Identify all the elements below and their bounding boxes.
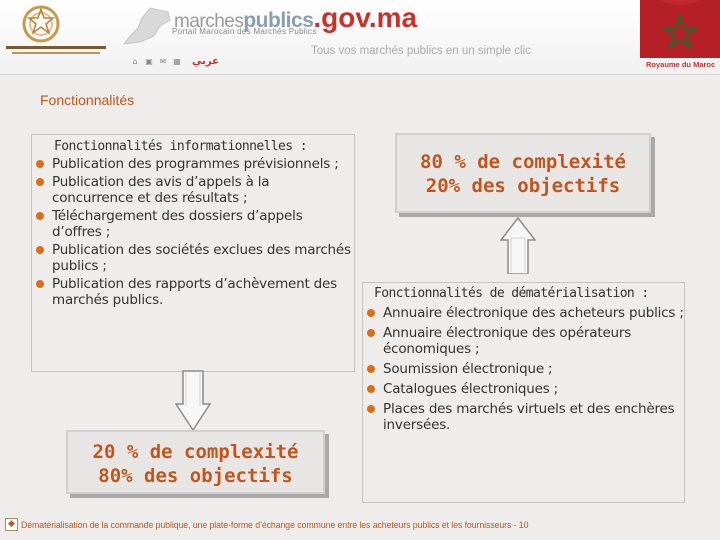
footer-logo-icon: ◆ [5,518,18,531]
bullet-icon [367,329,375,337]
morocco-map-icon [110,6,174,46]
kingdom-label: Royaume du Maroc [646,60,716,69]
bullet-icon [36,178,44,186]
list-item [363,325,684,357]
list-item [32,174,354,206]
list-item-text: Téléchargement des dossiers d’appels d’offres ; [52,208,303,240]
bullet-icon [36,160,44,168]
callout-line: 20 % de complexité [92,441,299,463]
bullet-icon [36,246,44,254]
panel-title: Fonctionnalités informationnelles : [54,139,307,154]
list-item-text: Publication des programmes prévisionnels ; [52,156,339,172]
bullet-icon [36,280,44,288]
print-icon[interactable]: ▣ [145,57,153,66]
site-tagline: Tous vos marchés publics en un simple clic [311,45,531,57]
dematerialisation-features-panel [362,282,685,503]
header-toolbar [130,56,219,67]
list-item-text: Catalogues électroniques ; [383,381,559,397]
header [0,0,720,75]
list-item [363,361,684,377]
list-item-text: Publication des sociétés exclues des marchés publics ; [52,242,351,274]
emblem-logo[interactable] [18,4,64,46]
emblem-caption [6,46,106,57]
arrow-up-icon [500,216,536,274]
list-item-text: Places des marchés virtuels et des enchères inversées. [383,401,675,433]
list-item-text: Annuaire électronique des acheteurs publics ; [383,305,684,321]
list-item [32,276,354,308]
home-icon[interactable]: ⌂ [132,57,138,66]
complexity-callout-bottom [66,430,325,494]
bullet-icon [36,212,44,220]
list-item-text: Publication des avis d’appels à la concurrence et des résultats ; [52,174,270,206]
feature-list [363,305,684,433]
list-item-text: Publication des rapports d’achèvement des marchés publics. [52,276,337,308]
arrow-down-icon [175,370,211,432]
list-item [32,208,354,240]
bullet-icon [367,309,375,317]
brand-part-publics: publics [243,9,314,32]
list-item [363,401,684,433]
callout-line: 20% des objectifs [425,175,621,197]
informational-features-panel [31,134,355,372]
footer [0,513,720,540]
list-item-text: Annuaire électronique des opérateurs économiques ; [383,325,632,357]
list-item [363,305,684,321]
list-item-text: Soumission électronique ; [383,361,553,377]
bullet-icon [367,405,375,413]
bullet-icon [367,365,375,373]
sitemap-icon[interactable]: ▦ [173,57,181,66]
portal-subtitle: Portail Marocain des Marchés Publics [172,27,317,36]
bullet-icon [367,385,375,393]
brand-part-marches: marches [174,11,244,32]
list-item [32,156,354,172]
brand-part-domain: .gov.ma [313,2,418,33]
list-item [363,381,684,397]
mail-icon[interactable]: ✉ [159,57,167,66]
callout-line: 80 % de complexité [420,151,626,173]
section-title: Fonctionnalités [40,92,135,108]
list-item [32,242,354,274]
feature-list [32,156,354,308]
callout-line: 80% des objectifs [98,465,293,487]
morocco-flag-icon [640,0,720,58]
language-link-arabic[interactable]: عربي [192,56,219,67]
complexity-callout-top [395,133,651,213]
footer-text: Dématérialisation de la commande publique, une plate-forme d’échange commune entre les acheteurs publics et les fournisseurs - 10 [21,520,529,530]
panel-title: Fonctionnalités de dématérialisation : [374,286,649,301]
